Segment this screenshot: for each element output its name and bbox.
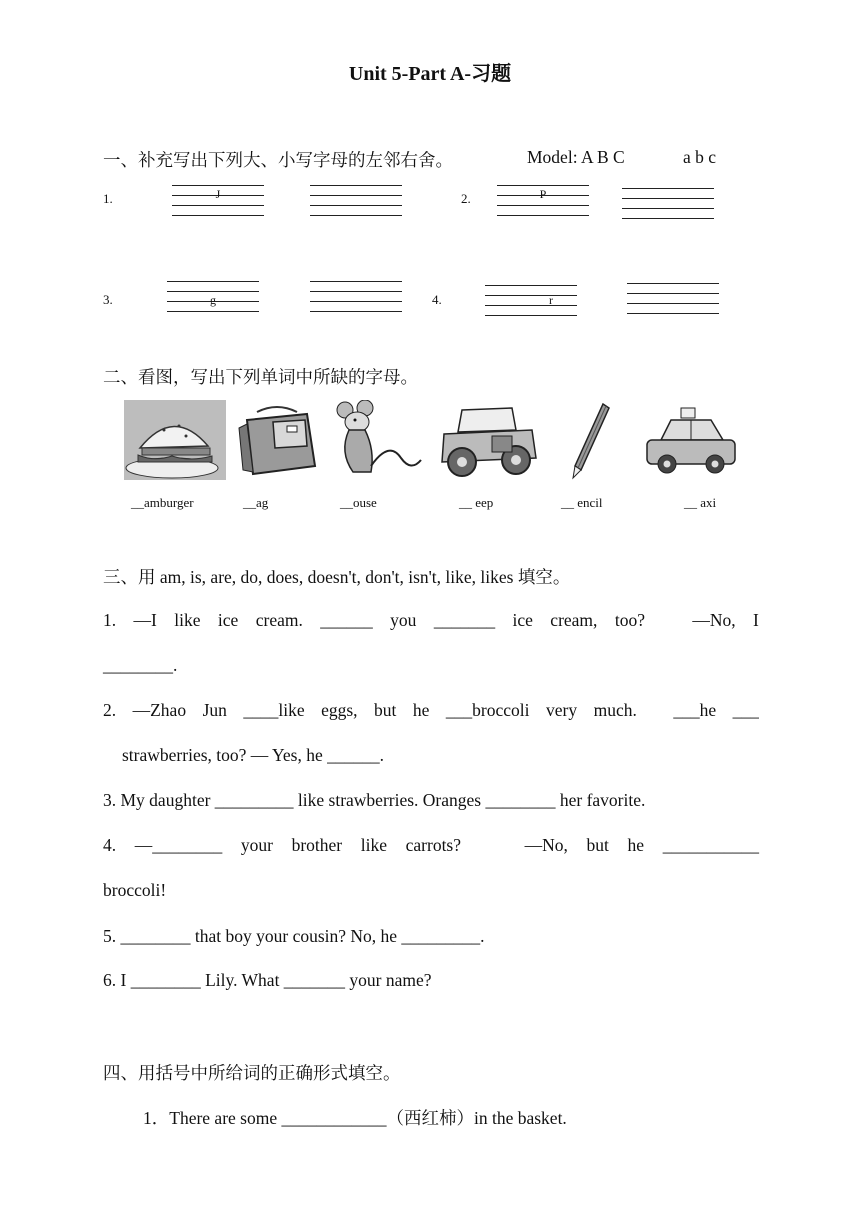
item3-letter: g [210,293,216,307]
item1-letter: J [215,187,221,201]
caption-jeep: __ eep [459,495,494,510]
section1-heading: 一、补充写出下列大、小写字母的左邻右舍。 [103,150,453,170]
section4-heading: 四、用括号中所给词的正确形式填空。 [103,1063,401,1083]
jeep-image [432,400,544,480]
bag-image [233,400,321,480]
question3: 3. My daughter _________ like strawberries. Oranges ________ her favorite. [103,790,646,810]
item1-number: 1. [103,191,113,206]
item2-letter-box[interactable] [497,185,589,217]
item4-answer-box[interactable] [627,283,719,315]
caption-hamburger: __amburger [131,495,194,510]
item2-number: 2. [461,191,471,206]
caption-taxi: __ axi [684,495,717,510]
mouse-image [331,400,423,480]
question4-line1: 4. —________ your brother like carrots? —No, but he ___________ [103,835,759,855]
item4-letter-box[interactable] [485,285,577,317]
section1-model-upper: Model: A B C [527,147,625,167]
item3-answer-box[interactable] [310,281,402,313]
caption-mouse: __ouse [340,495,377,510]
taxi-image [641,400,739,480]
page-title: Unit 5-Part A-习题 [348,63,512,85]
question1-line2: ________. [103,655,178,675]
item4-number: 4. [432,292,442,307]
section2-heading: 二、看图，写出下列单词中所缺的字母。 [103,367,418,387]
hamburger-image [124,400,226,480]
question2-line2: strawberries, too? — Yes, he ______. [122,745,384,765]
item1-answer-box[interactable] [310,185,402,217]
question6: 6. I ________ Lily. What _______ your name? [103,970,432,990]
section3-heading: 三、用 am, is, are, do, does, doesn't, don't, isn't, like, likes 填空。 [103,567,571,587]
item2-answer-box[interactable] [622,188,714,220]
section1-model-lower: a b c [683,147,717,167]
question2-line1: 2. —Zhao Jun ____like eggs, but he ___broccoli very much. ___he ___ [103,700,759,720]
caption-pencil: __ encil [561,495,603,510]
item2-letter: P [539,187,547,201]
item3-letter-box[interactable] [167,281,259,313]
question1-line1: 1. —I like ice cream. ______ you _______ ice cream, too? —No, I [103,610,759,630]
question4-line2: broccoli! [103,880,167,900]
question5: 5. ________ that boy your cousin? No, he _________. [103,926,485,946]
item1-letter-box[interactable] [172,185,264,217]
item4-letter: r [549,293,553,307]
pencil-image [563,400,615,480]
section4-question1: 1．There are some ____________（西红柿）in the basket. [143,1108,567,1128]
item3-number: 3. [103,292,113,307]
caption-bag: __ag [243,495,269,510]
